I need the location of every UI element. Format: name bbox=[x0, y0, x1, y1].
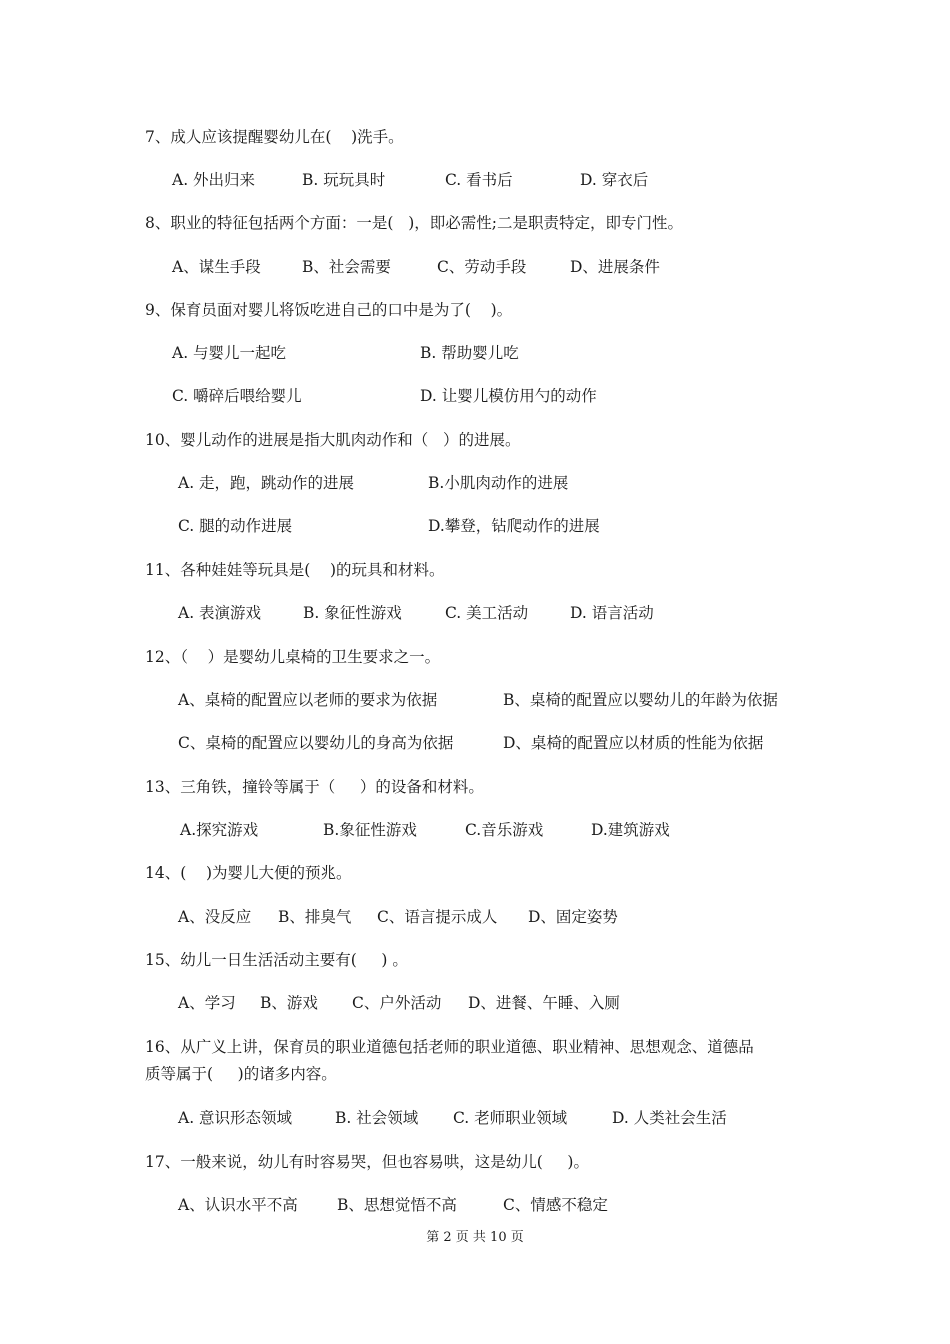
question-14-option-b: B、排臭气 bbox=[278, 908, 352, 926]
question-10-option-b: B.小肌肉动作的进展 bbox=[428, 474, 569, 492]
question-17-option-a: A、认识水平不高 bbox=[178, 1196, 298, 1214]
question-11-option-a: A. 表演游戏 bbox=[178, 604, 262, 622]
question-17-stem: 17、一般来说，幼儿有时容易哭，但也容易哄，这是幼儿( )。 bbox=[145, 1153, 589, 1171]
question-9-stem: 9、保育员面对婴儿将饭吃进自己的口中是为了( )。 bbox=[145, 301, 513, 319]
question-16-option-b: B. 社会领域 bbox=[335, 1109, 419, 1127]
question-11-option-d: D. 语言活动 bbox=[570, 604, 654, 622]
question-7-stem: 7、成人应该提醒婴幼儿在( )洗手。 bbox=[145, 128, 404, 146]
question-10-option-d: D.攀登，钻爬动作的进展 bbox=[428, 517, 600, 535]
question-13-option-c: C.音乐游戏 bbox=[465, 821, 544, 839]
question-14-stem: 14、( )为婴儿大便的预兆。 bbox=[145, 864, 352, 882]
question-12-option-c: C、桌椅的配置应以婴幼儿的身高为依据 bbox=[178, 734, 454, 752]
question-13-option-b: B.象征性游戏 bbox=[323, 821, 417, 839]
question-12-option-b: B、桌椅的配置应以婴幼儿的年龄为依据 bbox=[503, 691, 778, 709]
question-15-stem: 15、幼儿一日生活活动主要有( ) 。 bbox=[145, 951, 408, 969]
question-16-stem-line-1: 16、从广义上讲，保育员的职业道德包括老师的职业道德、职业精神、思想观念、道德品 bbox=[145, 1038, 754, 1056]
question-16-option-c: C. 老师职业领域 bbox=[453, 1109, 568, 1127]
question-14-option-a: A、没反应 bbox=[178, 908, 252, 926]
question-17-option-b: B、思想觉悟不高 bbox=[337, 1196, 457, 1214]
question-16-option-d: D. 人类社会生活 bbox=[612, 1109, 727, 1127]
question-11-option-b: B. 象征性游戏 bbox=[303, 604, 402, 622]
question-8-option-c: C、劳动手段 bbox=[437, 258, 527, 276]
question-10-stem: 10、婴儿动作的进展是指大肌肉动作和（ ）的进展。 bbox=[145, 431, 521, 449]
question-8-option-b: B、社会需要 bbox=[302, 258, 391, 276]
question-12-stem: 12、（ ）是婴幼儿桌椅的卫生要求之一。 bbox=[145, 648, 441, 666]
question-15-option-a: A、学习 bbox=[178, 994, 236, 1012]
page-footer: 第 2 页 共 10 页 bbox=[426, 1230, 524, 1245]
question-10-option-a: A. 走，跑，跳动作的进展 bbox=[178, 474, 355, 492]
question-16-option-a: A. 意识形态领域 bbox=[178, 1109, 293, 1127]
question-8-option-d: D、进展条件 bbox=[570, 258, 660, 276]
question-13-option-d: D.建筑游戏 bbox=[591, 821, 670, 839]
question-15-option-b: B、游戏 bbox=[260, 994, 318, 1012]
question-15-option-c: C、户外活动 bbox=[352, 994, 442, 1012]
question-7-option-d: D. 穿衣后 bbox=[580, 171, 649, 189]
question-9-option-c: C. 嚼碎后喂给婴儿 bbox=[172, 387, 302, 405]
question-11-stem: 11、各种娃娃等玩具是( )的玩具和材料。 bbox=[145, 561, 445, 579]
question-14-option-d: D、固定姿势 bbox=[528, 908, 618, 926]
question-8-stem: 8、职业的特征包括两个方面：一是( )，即必需性;二是职责特定，即专门性。 bbox=[145, 214, 683, 232]
question-7-option-c: C. 看书后 bbox=[445, 171, 513, 189]
question-13-stem: 13、三角铁，撞铃等属于（ ）的设备和材料。 bbox=[145, 778, 484, 796]
question-12-option-d: D、桌椅的配置应以材质的性能为依据 bbox=[503, 734, 764, 752]
question-7-option-a: A. 外出归来 bbox=[172, 171, 256, 189]
question-9-option-d: D. 让婴儿模仿用勺的动作 bbox=[420, 387, 597, 405]
question-13-option-a: A.探究游戏 bbox=[180, 821, 259, 839]
question-12-option-a: A、桌椅的配置应以老师的要求为依据 bbox=[178, 691, 438, 709]
question-16-stem-line-2: 质等属于( )的诸多内容。 bbox=[145, 1065, 337, 1083]
question-15-option-d: D、进餐、午睡、入厕 bbox=[468, 994, 620, 1012]
question-9-option-a: A. 与婴儿一起吃 bbox=[172, 344, 287, 362]
question-10-option-c: C. 腿的动作进展 bbox=[178, 517, 293, 535]
question-9-option-b: B. 帮助婴儿吃 bbox=[420, 344, 519, 362]
question-8-option-a: A、谋生手段 bbox=[172, 258, 261, 276]
question-11-option-c: C. 美工活动 bbox=[445, 604, 529, 622]
question-7-option-b: B. 玩玩具时 bbox=[302, 171, 386, 189]
question-14-option-c: C、语言提示成人 bbox=[377, 908, 498, 926]
question-17-option-c: C、情感不稳定 bbox=[503, 1196, 608, 1214]
